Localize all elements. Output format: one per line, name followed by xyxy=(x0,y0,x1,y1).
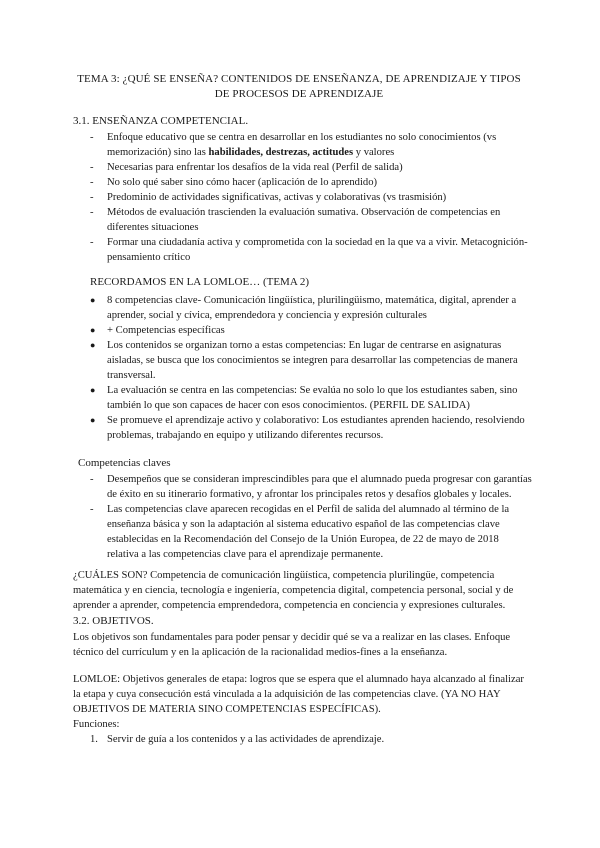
bullet-marker: ● xyxy=(90,325,96,335)
dash-marker: - xyxy=(90,177,94,188)
lomloe-recall-heading: RECORDAMOS EN LA LOMLOE… (TEMA 2) xyxy=(90,276,310,288)
list-item xyxy=(90,130,532,160)
funciones-list xyxy=(90,732,532,747)
list-item xyxy=(90,205,532,235)
dash-marker: - xyxy=(90,237,94,248)
list-item-text: No solo qué saber sino cómo hacer (aplicación de lo aprendido) xyxy=(107,177,378,188)
list-item-text: Se promueve el aprendizaje activo y colaborativo: Los estudiantes aprenden haciendo, resolviendo problemas, trabajando en equipo y utilizando diferentes recursos. xyxy=(107,415,525,441)
list-item-text: Las competencias clave aparecen recogidas en el Perfil de salida del alumnado al término de la enseñanza básica y son la adaptación al sistema educativo español de las competencias clave establecidas en la Recomendación del Consejo de la Unión Europea, de 22 de mayo de 2018 relativa a las competencias clave para el aprendizaje permanente. xyxy=(107,504,510,560)
objetivos-intro: Los objetivos son fundamentales para poder pensar y decidir qué se va a realizar en las clases. Enfoque técnico del currículum y en la aplicación de la racionalidad medios-fines a la enseñanza. xyxy=(73,632,511,658)
bullet-marker: ● xyxy=(90,385,96,395)
competencias-heading: Competencias claves xyxy=(78,457,171,469)
list-item xyxy=(90,235,532,265)
competencias-list xyxy=(90,472,532,562)
section-heading-3-2: 3.2. OBJETIVOS. xyxy=(73,615,154,627)
lomloe-objetivos-paragraph: LOMLOE: Objetivos generales de etapa: logros que se espera que el alumnado haya alcanzado al finalizar la etapa y cuya consecución está vinculada a la adquisición de las competencias clave. (YA NO HAY OBJETIVOS DE MATERIA SINO COMPETENCIAS ESPECÍFICAS). xyxy=(73,674,524,715)
title-line: TEMA 3: ¿QUÉ SE ENSEÑA? CONTENIDOS DE ENSEÑANZA, DE APRENDIZAJE Y TIPOS xyxy=(77,73,521,85)
list-item-text: Los contenidos se organizan torno a estas competencias: En lugar de centrarse en asignaturas aisladas, se busca que los conocimientos se integren para desarrollar las competencias de manera transversal. xyxy=(107,340,518,381)
list-item-bold-text: habilidades, destrezas, actitudes xyxy=(208,147,354,158)
list-item-text: Predominio de actividades significativas, activas y colaborativas (vs trasmisión) xyxy=(107,192,447,203)
list-item-text: 8 competencias clave- Comunicación lingüística, plurilingüismo, matemática, digital, aprender a aprender, social y cívica, emprendedora y conciencia y expresión culturales xyxy=(107,295,517,321)
list-item-text: La evaluación se centra en las competencias: Se evalúa no solo lo que los estudiantes saben, sino también lo que son capaces de hacer con esos conocimientos. (PERFIL DE SALIDA) xyxy=(107,385,518,411)
list-item xyxy=(90,293,532,323)
list-item-text: Servir de guía a los contenidos y a las actividades de aprendizaje. xyxy=(107,734,385,745)
list-item-text: Desempeños que se consideran imprescindibles para que el alumnado pueda progresar con garantías de éxito en su itinerario formativo, y afrontar los principales retos y desafíos globales y locales. xyxy=(107,474,532,500)
list-item xyxy=(90,383,532,413)
cuales-son-paragraph: ¿CUÁLES SON? Competencia de comunicación lingüística, competencia plurilingüe, competencia matemática y en ciencia, tecnología e ingeniería, competencia digital, competencia personal, social y de aprender a aprender, competencia emprendedora, competencia en conciencia y expresiones culturales. xyxy=(73,570,514,611)
list-item xyxy=(90,160,532,175)
list-item xyxy=(90,190,532,205)
list-item xyxy=(90,502,532,562)
number-marker: 1. xyxy=(90,734,98,745)
document-title xyxy=(76,72,522,102)
dash-marker: - xyxy=(90,207,94,218)
bullet-marker: ● xyxy=(90,415,96,425)
section1-list xyxy=(90,130,532,265)
list-item xyxy=(90,413,532,443)
list-item-text: Enfoque educativo que se centra en desarrollar en los estudiantes no solo conocimientos (vs memorización) sino las xyxy=(107,132,497,158)
list-item xyxy=(90,175,532,190)
list-item xyxy=(90,732,532,747)
section-heading-3-1: 3.1. ENSEÑANZA COMPETENCIAL. xyxy=(73,115,249,127)
list-item xyxy=(90,472,532,502)
dash-marker: - xyxy=(90,474,94,485)
list-item-text: Formar una ciudadanía activa y comprometida con la sociedad en la que va a vivir. Metacognición-pensamiento crítico xyxy=(107,237,528,263)
list-item xyxy=(90,323,532,338)
dash-marker: - xyxy=(90,192,94,203)
list-item-text: Métodos de evaluación trascienden la evaluación sumativa. Observación de competencias en diferentes situaciones xyxy=(107,207,501,233)
dash-marker: - xyxy=(90,132,94,143)
title-line: DE PROCESOS DE APRENDIZAJE xyxy=(214,88,384,100)
dash-marker: - xyxy=(90,504,94,515)
lomloe-recall-list xyxy=(90,293,532,443)
bullet-marker: ● xyxy=(90,295,96,305)
funciones-label: Funciones: xyxy=(73,719,120,730)
list-item-text: y valores xyxy=(353,147,395,158)
bullet-marker: ● xyxy=(90,340,96,350)
dash-marker: - xyxy=(90,162,94,173)
list-item-text: Necesarias para enfrentar los desafíos de la vida real (Perfil de salida) xyxy=(107,162,403,173)
list-item xyxy=(90,338,532,383)
list-item-text: + Competencias específicas xyxy=(107,325,225,336)
